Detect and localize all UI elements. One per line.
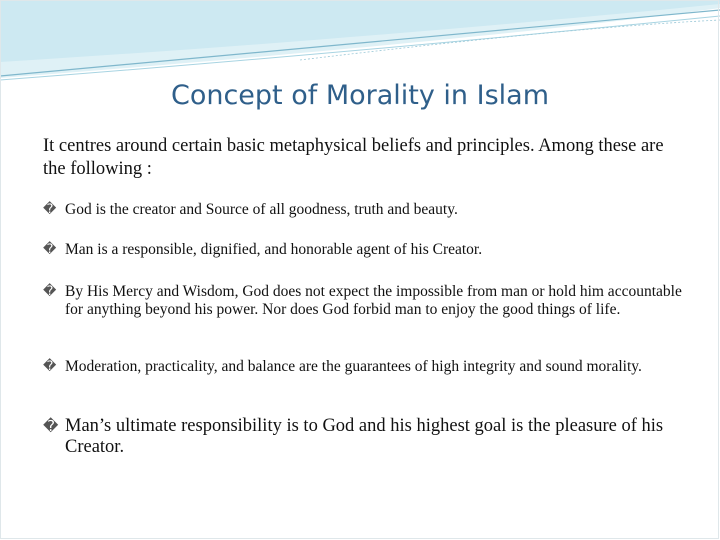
header-swoosh-decoration xyxy=(0,0,720,90)
intro-paragraph: It centres around certain basic metaphysical beliefs and principles. Among these are the following : xyxy=(43,136,664,179)
bullet-marker-icon: � xyxy=(43,242,57,257)
bullet-text: Man is a responsible, dignified, and honorable agent of his Creator. xyxy=(65,241,483,258)
bullet-marker-icon: � xyxy=(43,417,59,435)
bullet-item xyxy=(43,358,693,376)
bullet-text: By His Mercy and Wisdom, God does not expect the impossible from man or hold him accountable for anything beyond his power. Nor does God forbid man to enjoy the good things of life. xyxy=(65,283,682,318)
bullet-marker-icon: � xyxy=(43,284,57,299)
bullet-item xyxy=(43,241,693,259)
slide-title: Concept of Morality in Islam xyxy=(170,80,550,111)
bullet-text: Moderation, practicality, and balance are the guarantees of high integrity and sound morality. xyxy=(65,358,642,375)
bullet-item xyxy=(43,201,693,219)
bullet-item xyxy=(43,283,693,318)
bullet-marker-icon: � xyxy=(43,202,57,217)
bullet-text: Man’s ultimate responsibility is to God and his highest goal is the pleasure of his Creator. xyxy=(65,416,664,457)
bullet-marker-icon: � xyxy=(43,359,57,374)
bullet-item xyxy=(43,416,693,458)
bullet-text: God is the creator and Source of all goodness, truth and beauty. xyxy=(65,201,458,218)
